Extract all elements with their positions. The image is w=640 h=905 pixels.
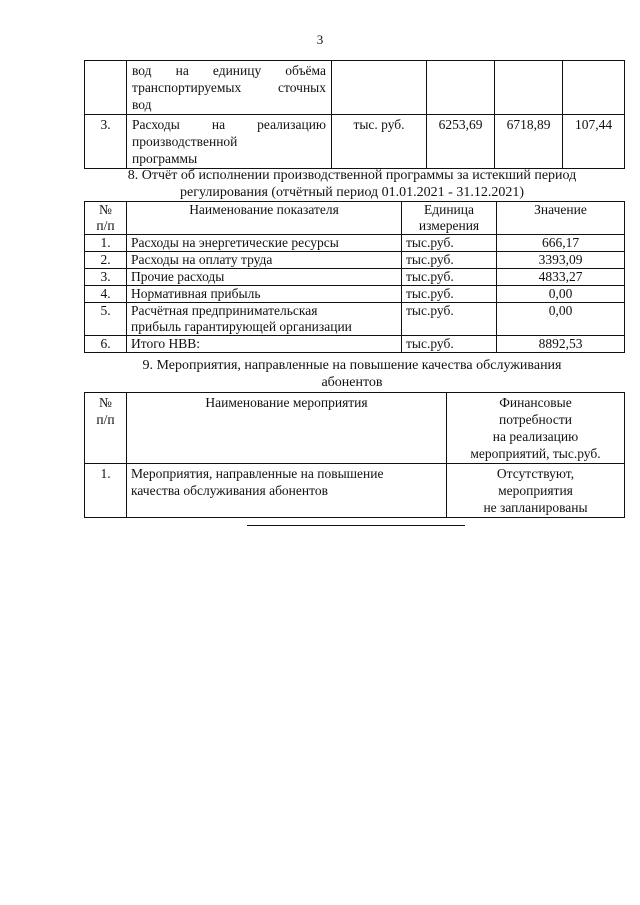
value-cell: 8892,53 (497, 336, 625, 353)
indicator-name: Расчётная предпринимательская прибыль гарантирующей организации (127, 303, 402, 336)
closing-rule (247, 525, 465, 526)
activities-table (84, 392, 625, 518)
header-value: Значение (497, 202, 625, 235)
value-cell (495, 61, 563, 115)
value-cell: 6253,69 (427, 115, 495, 169)
value-cell: 4833,27 (497, 269, 625, 286)
unit-cell: тыс.руб. (402, 252, 497, 269)
indicator-name: Нормативная прибыль (127, 286, 402, 303)
value-cell (563, 61, 625, 115)
value-cell: 0,00 (497, 303, 625, 336)
header-unit: Единица измерения (402, 202, 497, 235)
unit-cell (332, 61, 427, 115)
header-financial-needs: Финансовые потребности на реализацию мероприятий, тыс.руб. (447, 393, 625, 464)
table-header-row (85, 202, 625, 235)
value-cell: 107,44 (563, 115, 625, 169)
table-row (85, 115, 625, 169)
value-cell: 0,00 (497, 286, 625, 303)
value-cell (427, 61, 495, 115)
table-row (85, 286, 625, 303)
header-activity: Наименование мероприятия (127, 393, 447, 464)
row-number: 4. (85, 286, 127, 303)
value-cell: 3393,09 (497, 252, 625, 269)
unit-cell: тыс.руб. (402, 286, 497, 303)
section-9-heading: 9. Мероприятия, направленные на повышение качества обслуживания абонентов (142, 358, 562, 390)
value-cell: 6718,89 (495, 115, 563, 169)
continuation-table (84, 60, 625, 169)
header-num: № п/п (85, 393, 127, 464)
indicator-name: вод на единицу объёма транспортируемых сточных вод (127, 61, 332, 115)
table-row (85, 303, 625, 336)
table-row (85, 464, 625, 518)
table-header-row (85, 393, 625, 464)
financial-needs: Отсутствуют, мероприятия не запланированы (447, 464, 625, 518)
table-row (85, 269, 625, 286)
row-number: 3. (85, 269, 127, 286)
unit-cell: тыс. руб. (332, 115, 427, 169)
value-cell: 666,17 (497, 235, 625, 252)
activity-name: Мероприятия, направленные на повышение качества обслуживания абонентов (127, 464, 447, 518)
table-row (85, 235, 625, 252)
unit-cell: тыс.руб. (402, 269, 497, 286)
indicator-name: Прочие расходы (127, 269, 402, 286)
unit-cell: тыс.руб. (402, 336, 497, 353)
program-report-table (84, 201, 625, 353)
table-row (85, 336, 625, 353)
unit-cell: тыс.руб. (402, 303, 497, 336)
row-number (85, 61, 127, 115)
table-row (85, 61, 625, 115)
section-8-heading: 8. Отчёт об исполнении производственной программы за истекший период регулирования (отчётный период 01.01.2021 - 31.12.2021) (127, 168, 577, 200)
row-number: 1. (85, 235, 127, 252)
table-row (85, 252, 625, 269)
indicator-name: Расходы на оплату труда (127, 252, 402, 269)
indicator-name: Расходы на реализацию производственной программы (127, 115, 332, 169)
unit-cell: тыс.руб. (402, 235, 497, 252)
row-number: 5. (85, 303, 127, 336)
page-number: 3 (316, 32, 324, 47)
indicator-name: Расходы на энергетические ресурсы (127, 235, 402, 252)
row-number: 6. (85, 336, 127, 353)
row-number: 1. (85, 464, 127, 518)
row-number: 3. (85, 115, 127, 169)
header-indicator: Наименование показателя (127, 202, 402, 235)
header-num: № п/п (85, 202, 127, 235)
indicator-name: Итого НВВ: (127, 336, 402, 353)
row-number: 2. (85, 252, 127, 269)
